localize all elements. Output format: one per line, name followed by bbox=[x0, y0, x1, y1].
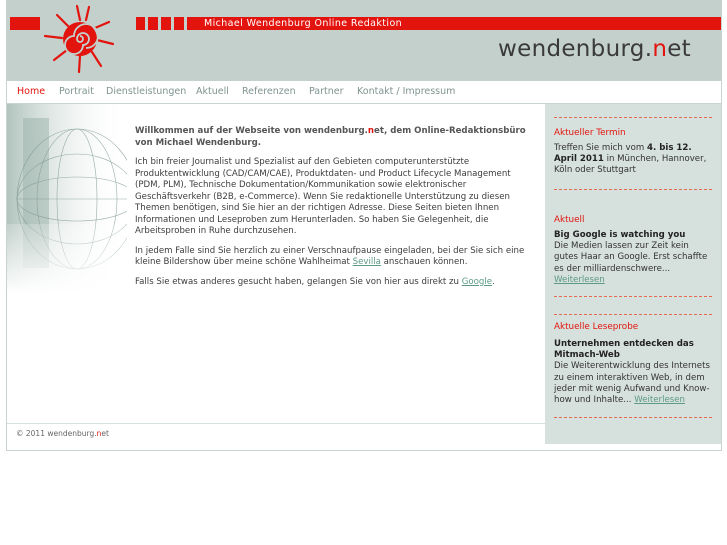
google-link[interactable]: Google bbox=[461, 276, 493, 287]
sun-spiral-logo-icon bbox=[37, 4, 121, 76]
termin-text: Treffen Sie mich vom 4. bis 12. April 2011 in München, Hannover, Köln oder Stuttgart bbox=[554, 143, 707, 176]
footer-copyright: © 2011 wendenburg.net bbox=[16, 429, 109, 438]
sidebar bbox=[545, 104, 721, 444]
logo-main-text: wendenburg. bbox=[498, 36, 653, 62]
logo-accent-letter: n bbox=[652, 36, 668, 62]
sevilla-link[interactable]: Sevilla bbox=[352, 257, 381, 267]
site-logo[interactable] bbox=[498, 36, 691, 62]
logo-tail-text: et bbox=[667, 36, 691, 62]
sidebar-divider bbox=[554, 117, 712, 118]
leseprobe-heading: Aktuelle Leseprobe bbox=[554, 322, 639, 332]
header-red-bar bbox=[136, 17, 721, 30]
header bbox=[7, 0, 721, 81]
aktuell-heading: Aktuell bbox=[554, 215, 585, 225]
aktuell-text: Big Google is watching you Die Medien lassen zur Zeit kein gutes Haar an Google. Erst schaffte es der milliardenschwere... Weiterlesen bbox=[554, 230, 708, 285]
footer-divider bbox=[7, 423, 720, 424]
leseprobe-weiterlesen-link[interactable]: Weiterlesen bbox=[634, 395, 685, 406]
main-nav bbox=[7, 81, 721, 104]
nav-kontakt-impressum[interactable]: Kontakt / Impressum bbox=[357, 86, 456, 97]
leseprobe-text: Unternehmen entdecken das Mitmach-Web Die Weiterentwicklung des Internets zu einem interaktiven Web, in dem jeder mit wenig Aufwand und Know-how und Inhalte... Weiterlesen bbox=[554, 339, 710, 406]
page-frame bbox=[6, 0, 722, 451]
nav-portrait[interactable]: Portrait bbox=[59, 86, 94, 97]
wireframe-globe-image bbox=[7, 104, 127, 294]
nav-partner[interactable]: Partner bbox=[309, 86, 344, 97]
intro-paragraph: Willkommen auf der Webseite von wendenburg.net, dem Online-Redaktionsbüro von Michael Wendenburg. bbox=[135, 126, 526, 148]
sevilla-paragraph: In jedem Falle sind Sie herzlich zu einer Verschnaufpause eingeladen, bei der Sie sich eine kleine Bildershow über meine schöne Wahlheimat Sevilla anschauen können. bbox=[135, 245, 525, 267]
sidebar-divider bbox=[554, 296, 712, 297]
sidebar-divider bbox=[554, 189, 712, 190]
nav-dienstleistungen[interactable]: Dienstleistungen bbox=[106, 86, 187, 97]
welcome-text bbox=[135, 126, 531, 296]
nav-aktuell[interactable]: Aktuell bbox=[196, 86, 229, 97]
header-red-block bbox=[10, 17, 40, 30]
about-paragraph: Ich bin freier Journalist und Spezialist auf den Gebieten computerunterstützte Produktentwicklung (CAD/CAM/CAE), Produktdaten- und Product Lifecycle Management (PDM, PLM), Technische Dokumentation/Kommunikation sowie elektronischer Geschäftsverkehr (B2B, e-Commerce). Wenn Sie redaktionelle Unterstützung zu diesen Themen benötigen, sind Sie hier an der richtigen Adresse. Diese Seiten bieten Ihnen Informationen und Leseproben zum Herunterladen. So haben Sie Gelegenheit, die Arbeitsproben in Ruhe durchzusehen. bbox=[135, 157, 511, 236]
nav-home[interactable]: Home bbox=[17, 86, 46, 97]
aktuell-weiterlesen-link[interactable]: Weiterlesen bbox=[554, 274, 605, 285]
sidebar-divider bbox=[554, 314, 712, 315]
sidebar-divider bbox=[554, 417, 712, 418]
main-content bbox=[7, 104, 545, 444]
header-tagline: Michael Wendenburg Online Redaktion bbox=[204, 18, 403, 29]
termin-heading: Aktueller Termin bbox=[554, 128, 626, 138]
nav-referenzen[interactable]: Referenzen bbox=[242, 86, 296, 97]
google-paragraph: Falls Sie etwas anderes gesucht haben, gelangen Sie von hier aus direkt zu Google. bbox=[135, 276, 495, 287]
